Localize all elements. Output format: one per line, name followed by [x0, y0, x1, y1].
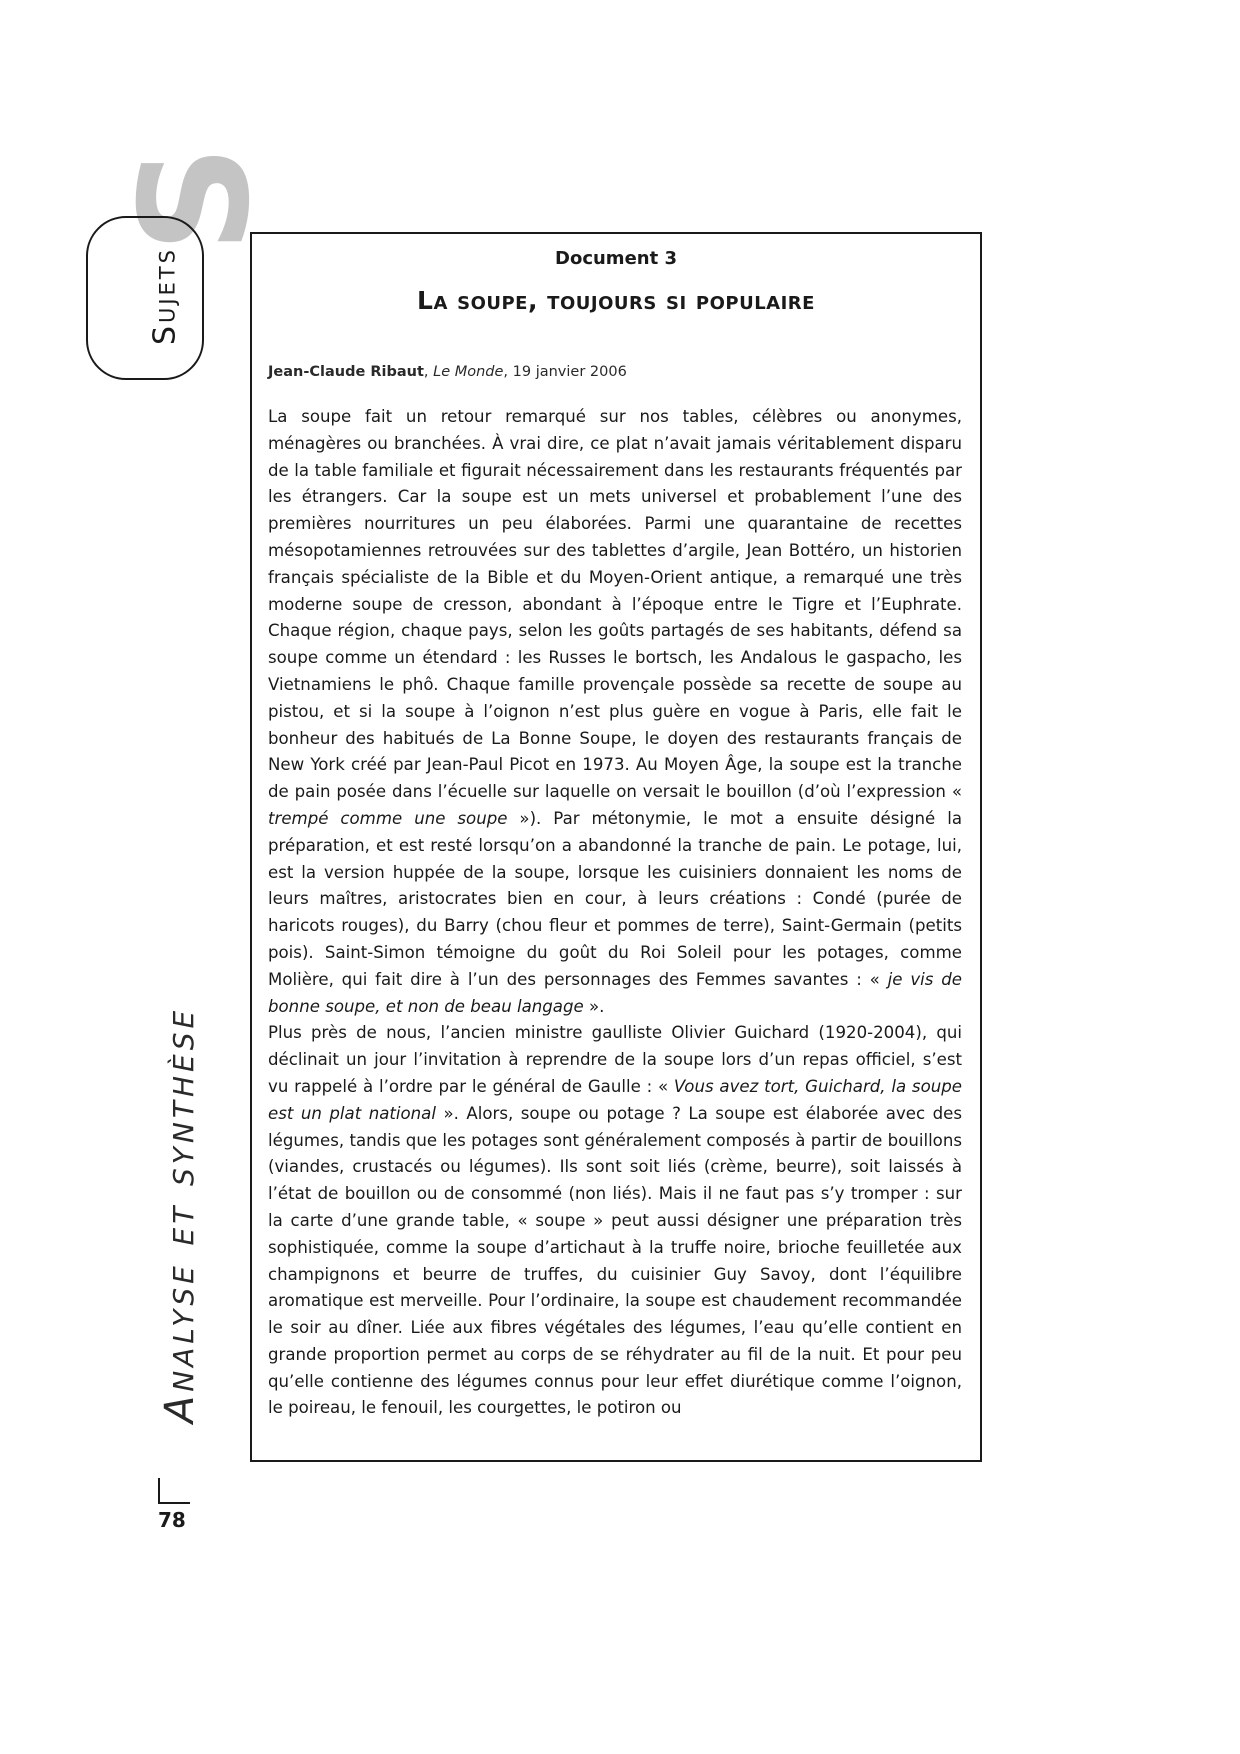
text-run: ».	[583, 996, 605, 1016]
text-run: La soupe fait un retour remarqué sur nos tables, célèbres ou anonymes, ménagères ou branchées. À vrai dire, ce plat n’avait jamais véritablement disparu de la table familiale et figurait nécessairement dans les restaurants fréquentés par les étrangers. Car la soupe est un mets universel et probablement l’une des premières nourritures un peu élaborées. Parmi une quarantaine de recettes mésopotamiennes retrouvées sur des tablettes d’argile, Jean Bottéro, un historien français spécialiste de la Bible et du Moyen-Orient antique, a remarqué une très moderne soupe de cresson, abondant à l’époque entre le Tigre et l’Euphrate. Chaque région, chaque pays, selon les goûts partagés de ses habitants, défend sa soupe comme un étendard : les Russes le bortsch, les Andalous le gaspacho, les Vietnamiens le phô. Chaque famille provençale possède sa recette de soupe au pistou, et si la soupe à l’oignon n’est plus guère en vogue à Paris, elle fait le bonheur des habitués de La Bonne Soupe, le doyen des restaurants français de New York créé par Jean-Paul Picot en 1973. Au Moyen Âge, la soupe est la tranche de pain posée dans l’écuelle sur laquelle on versait le bouillon (d’où l’expression «	[268, 407, 962, 802]
byline-separator: ,	[423, 364, 434, 380]
byline	[268, 364, 627, 380]
text-run: Plus près de nous, l’ancien ministre gaulliste Olivier Guichard (1920-2004), qui déclinait un jour l’invitation à reprendre de la soupe lors d’un repas officiel, s’est vu rappelé à l’ordre par le général de Gaulle : «	[268, 1023, 962, 1096]
italic-quote: Vous avez tort, Guichard, la soupe est un plat national	[268, 1076, 962, 1123]
italic-quote: je vis de bonne soupe, et non de beau langage	[268, 969, 962, 1016]
italic-quote: trempé comme une soupe	[268, 808, 508, 828]
document-title: La soupe, toujours si populaire	[417, 286, 815, 315]
article-paragraph	[268, 404, 962, 1020]
page-corner-mark	[158, 1478, 190, 1504]
article-paragraph	[268, 1020, 962, 1422]
text-run: ». Alors, soupe ou potage ? La soupe est élaborée avec des légumes, tandis que les potages sont généralement composés à partir de bouillons (viandes, crustacés ou légumes). Ils sont soit liés (crème, beurre), soit laissés à l’état de bouillon ou de consommé (non liés). Mais il ne faut pas s’y tromper : sur la carte d’une grande table, « soupe » peut aussi désigner une préparation très sophistiquée, comme la soupe d’artichaut à la truffe noire, brioche feuilletée aux champignons et beurre de truffes, du cuisinier Guy Savoy, dont l’équilibre aromatique est merveille. Pour l’ordinaire, la soupe est chaudement recommandée le soir au dîner. Liée aux fibres végétales des légumes, l’eau qu’elle contient en grande proportion permet au corps de se réhydrater au fil de la nuit. Et pour peu qu’elle contienne des légumes connus pour leur effet diurétique comme l’oignon, le poireau, le fenouil, les courgettes, le potiron ou	[268, 1103, 962, 1418]
sidebar-big-letter: S	[109, 144, 283, 253]
byline-publication: Le Monde	[433, 364, 504, 380]
section-tab	[86, 216, 204, 380]
document-kicker: Document 3	[555, 248, 677, 269]
section-tab-label: Sujets	[147, 246, 183, 346]
article-body	[268, 404, 962, 1422]
running-section-title: Analyse et synthèse	[157, 1006, 203, 1424]
page-number: 78	[158, 1508, 186, 1532]
byline-date: , 19 janvier 2006	[503, 364, 627, 380]
text-run: »). Par métonymie, le mot a ensuite désigné la préparation, et est resté lorsqu’on a abandonné la tranche de pain. Le potage, lui, est la version huppée de la soupe, lorsque les cuisiniers donnaient les noms de leurs maîtres, aristocrates bien en cour, à leurs créations : Condé (purée de haricots rouges), du Barry (chou fleur et pommes de terre), Saint-Germain (petits pois). Saint-Simon témoigne du goût du Roi Soleil pour les potages, comme Molière, qui fait dire à l’un des personnages des Femmes savantes : «	[268, 808, 963, 989]
document-frame	[250, 232, 982, 1462]
byline-author: Jean-Claude Ribaut	[268, 364, 424, 380]
